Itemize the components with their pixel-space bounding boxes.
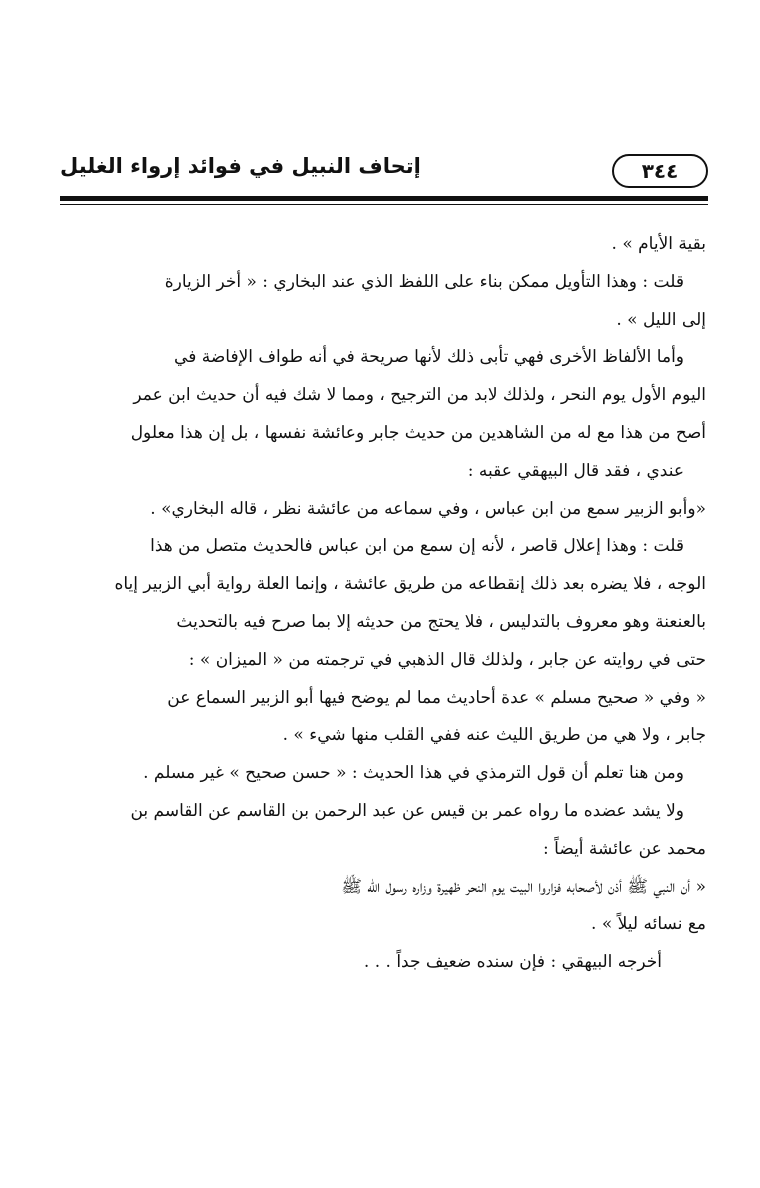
text-line: محمد عن عائشة أيضاً : (543, 838, 706, 859)
text-line: وأما الألفاظ الأخرى فهي تأبى ذلك لأنها صريحة في أنه طواف الإفاضة في (174, 347, 684, 368)
text-line: عندي ، فقد قال البيهقي عقبه : (467, 460, 684, 481)
body-text (64, 226, 706, 982)
text-line: بالعنعنة وهو معروف بالتدليس ، فلا يحتج من حديثه إلا بما صرح فيه بالتحديث (176, 611, 706, 632)
text-line: مع نسائه ليلاً » . (591, 914, 706, 935)
text-line: أخرجه البيهقي : فإن سنده ضعيف جداً . . . (363, 952, 662, 973)
header-rule-thick (60, 196, 708, 201)
page-header (60, 152, 708, 192)
page-number-badge: ٣٤٤ (612, 154, 708, 188)
text-line: اليوم الأول يوم النحر ، ولذلك لابد من الترجيح ، ومما لا شك فيه أن حديث ابن عمر (133, 385, 706, 406)
text-line: قلت : وهذا إعلال قاصر ، لأنه إن سمع من ابن عباس فالحديث متصل من هذا (150, 536, 684, 557)
text-line: قلت : وهذا التأويل ممكن بناء على اللفظ الذي عند البخاري : « أخر الزيارة (164, 271, 684, 292)
text-line: حتى في روايته عن جابر ، ولذلك قال الذهبي في ترجمته من « الميزان » : (188, 649, 706, 670)
book-title: إتحاف النبيل في فوائد إرواء الغليل (60, 154, 421, 178)
text-line: إلى الليل » . (616, 309, 706, 330)
text-line: الوجه ، فلا يضره بعد ذلك إنقطاعه من طريق عائشة ، وإنما العلة رواية أبي الزبير إياه (114, 574, 706, 595)
text-line: «وأبو الزبير سمع من ابن عباس ، وفي سماعه من عائشة نظر ، قاله البخاري» . (150, 498, 706, 519)
text-line: « وفي « صحيح مسلم » عدة أحاديث مما لم يوضح فيها أبو الزبير السماع عن (167, 687, 706, 708)
text-line: ومن هنا تعلم أن قول الترمذي في هذا الحديث : « حسن صحيح » غير مسلم . (143, 763, 684, 784)
text-line: جابر ، ولا هي من طريق الليث عنه ففي القلب منها شيء » . (282, 725, 706, 746)
text-line: أصح من هذا مع له من الشاهدين من حديث جابر وعائشة نفسها ، بل إن هذا معلول (130, 422, 706, 443)
header-rule-thin (60, 204, 708, 205)
text-line: بقية الأيام » . (611, 234, 706, 254)
text-line: ولا يشد عضده ما رواه عمر بن قيس عن عبد الرحمن بن القاسم عن القاسم بن (130, 800, 684, 821)
text-line: « أن النبي ﷺ أذن لأصحابه فزاروا البيت يوم النحر ظهيرة وزاره رسول الله ﷺ (341, 876, 706, 897)
